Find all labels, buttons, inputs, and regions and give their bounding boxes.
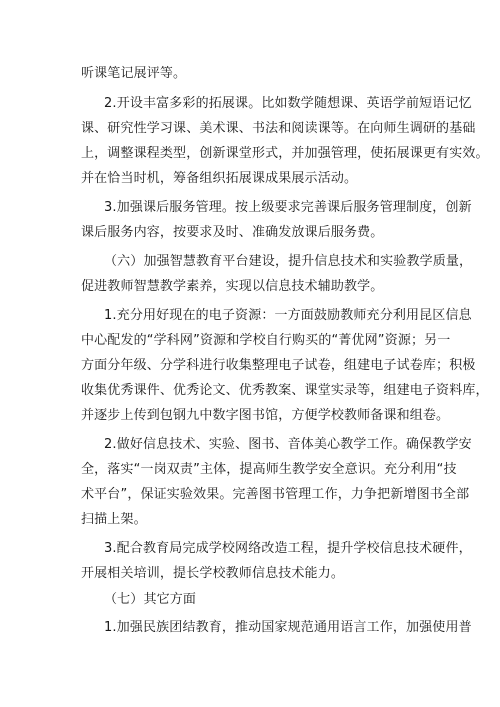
text-line-20: 开展相关培训，提长学校教师信息技术能力。 — [81, 566, 345, 581]
text-line-13: 收集优秀课件、优秀论文、优秀教案、课堂实录等，组建电子资料库， — [81, 383, 489, 398]
text-line-2: 2.开设丰富多彩的拓展课。比如数学随想课、英语学前短语记忆 — [104, 96, 472, 111]
text-line-1: 听课笔记展评等。 — [81, 66, 187, 81]
text-line-15: 2.做好信息技术、实验、图书、音体美心教学工作。确保教学安 — [104, 437, 472, 452]
text-line-5: 并在恰当时机，筹备组织拓展课成果展示活动。 — [81, 171, 358, 186]
text-line-6: 3.加强课后服务管理。按上级要求完善课后服务管理制度，创新 — [104, 200, 472, 215]
text-line-8: （六）加强智慧教育平台建设，提升信息技术和实验教学质量， — [104, 254, 473, 269]
text-line-14: 并逐步上传到包钢九中数字图书馆，方便学校教师备课和组卷。 — [81, 408, 450, 423]
text-line-10: 1.充分用好现在的电子资源：一方面鼓励教师充分利用昆区信息 — [104, 308, 472, 323]
text-line-17: 术平台”，保证实验效果。完善图书管理工作，力争把新增图书全部 — [81, 487, 470, 502]
text-line-16: 全，落实“一岗双责”主体，提高师生教学安全意识。充分利用“技 — [81, 462, 457, 477]
text-line-7: 课后服务内容，按要求及时、准确发放课后服务费。 — [81, 225, 384, 240]
text-line-9: 促进教师智慧教学素养，实现以信息技术辅助教学。 — [81, 279, 384, 294]
text-line-11: 中心配发的“学科网”资源和学校自行购买的“菁优网”资源；另一 — [81, 333, 451, 348]
text-line-3: 课、研究性学习课、美术课、书法和阅读课等。在向师生调研的基础 — [81, 121, 476, 136]
text-line-18: 扫描上架。 — [81, 512, 147, 527]
section-heading-other: （七）其它方面 — [104, 592, 197, 607]
text-line-12: 方面分年级、分学科进行收集整理电子试卷，组建电子试卷库；积极 — [81, 358, 476, 373]
text-line-4: 上，调整课程类型，创新课堂形式，并加强管理，使拓展课更有实效。 — [81, 146, 489, 161]
text-line-19: 3.配合教育局完成学校网络改造工程，提升学校信息技术硬件， — [104, 541, 472, 556]
text-line-22: 1.加强民族团结教育，推动国家规范通用语言工作，加强使用普 — [104, 620, 472, 635]
